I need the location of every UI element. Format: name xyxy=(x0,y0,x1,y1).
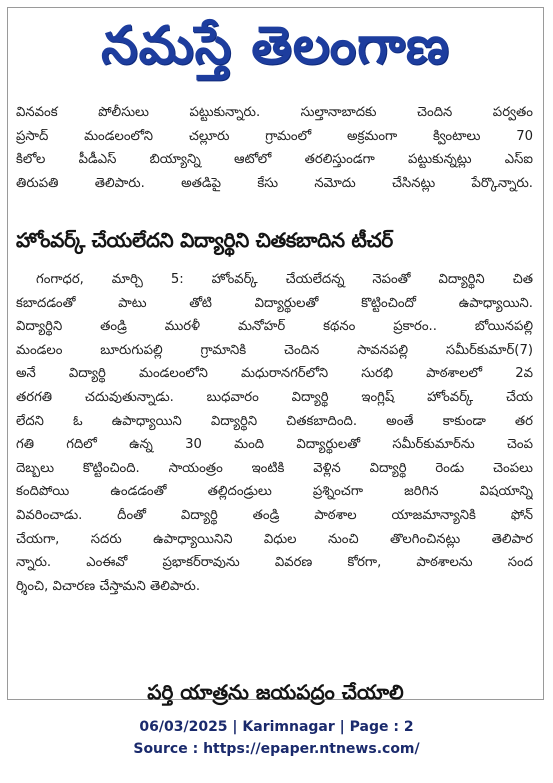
second-article-headline: పర్తి యాత్రను జయపద్రం చేయాలి xyxy=(147,680,404,704)
article-body xyxy=(16,268,533,598)
article-line: వినవంక పోలీసులు పట్టుకున్నారు. సుల్తానాబాదకు చెందిన పర్వతం xyxy=(16,105,533,120)
article-line: లేదని ఓ ఉపాధ్యాయిని విద్యార్థిని చితకబాదింది. అంతే కాకుండా తర xyxy=(16,413,533,429)
article-line: కబాదడంతో పాటు తోటి విద్యార్థులతో కొట్టించిందో ఉపాధ్యాయిని. xyxy=(16,295,533,311)
article-line: కిలోల పీడీఎస్ బియ్యాన్ని ఆటోలో తరలిస్తుండగా పట్టుకున్నట్లు ఎస్ఐ xyxy=(16,152,533,168)
newspaper-clipping xyxy=(7,7,544,704)
article-line: తరగతి చదువుతున్నాడు. బుధవారం విద్యార్థి ఇంగ్లిష్ హోంవర్క్ చేయ xyxy=(16,389,533,405)
article-line: మండలం బూరుగుపల్లి గ్రామానికి చెందిన సావనపల్లి సమీర్‌కుమార్(7) xyxy=(16,342,533,358)
article-line: ప్రసాద్ మండలంలోని చల్లూరు గ్రామంలో అక్రమంగా క్వింటాలు 70 xyxy=(16,128,533,144)
edition-info: 06/03/2025 | Karimnagar | Page : 2 xyxy=(139,719,414,735)
source-link[interactable]: Source : https://epaper.ntnews.com/ xyxy=(133,741,420,757)
article-line: దెబ్బలు కొట్టించింది. సాయంత్రం ఇంటికి వెళ్లిన విద్యార్థి రెండు చెంపలు xyxy=(16,460,533,476)
article-line: గంగాధర, మార్చి 5: హోంవర్క్ చేయలేదన్న నెపంతో విద్యార్థిని చిత xyxy=(36,272,533,287)
article-line: అనే విద్యార్థి మండలంలోని మధురానగర్‌లోని సురభి పాఠశాలలో 2వ xyxy=(16,366,533,382)
article-line: వివరించాడు. దీంతో విద్యార్థి తండ్రి పాఠశాల యాజమాన్యానికి ఫోన్ xyxy=(16,507,533,523)
article-line: న్నారు. ఎంఈవో ప్రభాకర్‌రావును వివరణ కోరగా, పాఠశాలను సంద xyxy=(16,555,533,571)
article-line: గతి గదిలో ఉన్న 30 మంది విద్యార్థులతో సమీర్‌కుమార్‌ను చెంప xyxy=(16,437,533,453)
newspaper-masthead: నమస్తే తెలంగాణ xyxy=(101,16,450,76)
article-line: చేయగా, సదరు ఉపాధ్యాయినిని విధుల నుంచి తొలగించినట్లు తెలిపార xyxy=(16,531,533,547)
article-line: ర్శించి, విచారణ చేస్తామని తెలిపారు. xyxy=(16,578,201,594)
article-continuation xyxy=(16,101,533,195)
article-line: కందిపోయి ఉండడంతో తల్లిదండ్రులు ప్రశ్నించగా జరిగిన విషయాన్ని xyxy=(16,484,533,500)
article-line: తిరుపతి తెలిపారు. అతడిపై కేసు నమోదు చేసినట్లు పేర్కొన్నారు. xyxy=(16,175,533,191)
article-line: విద్యార్థిని తండ్రి మురళీ మనోహర్ కథనం ప్రకారం.. బోయినపల్లి xyxy=(16,319,533,335)
article-headline: హోంవర్క్ చేయలేదని విద్యార్థిని చితకబాదిన టీచర్ xyxy=(16,228,393,252)
